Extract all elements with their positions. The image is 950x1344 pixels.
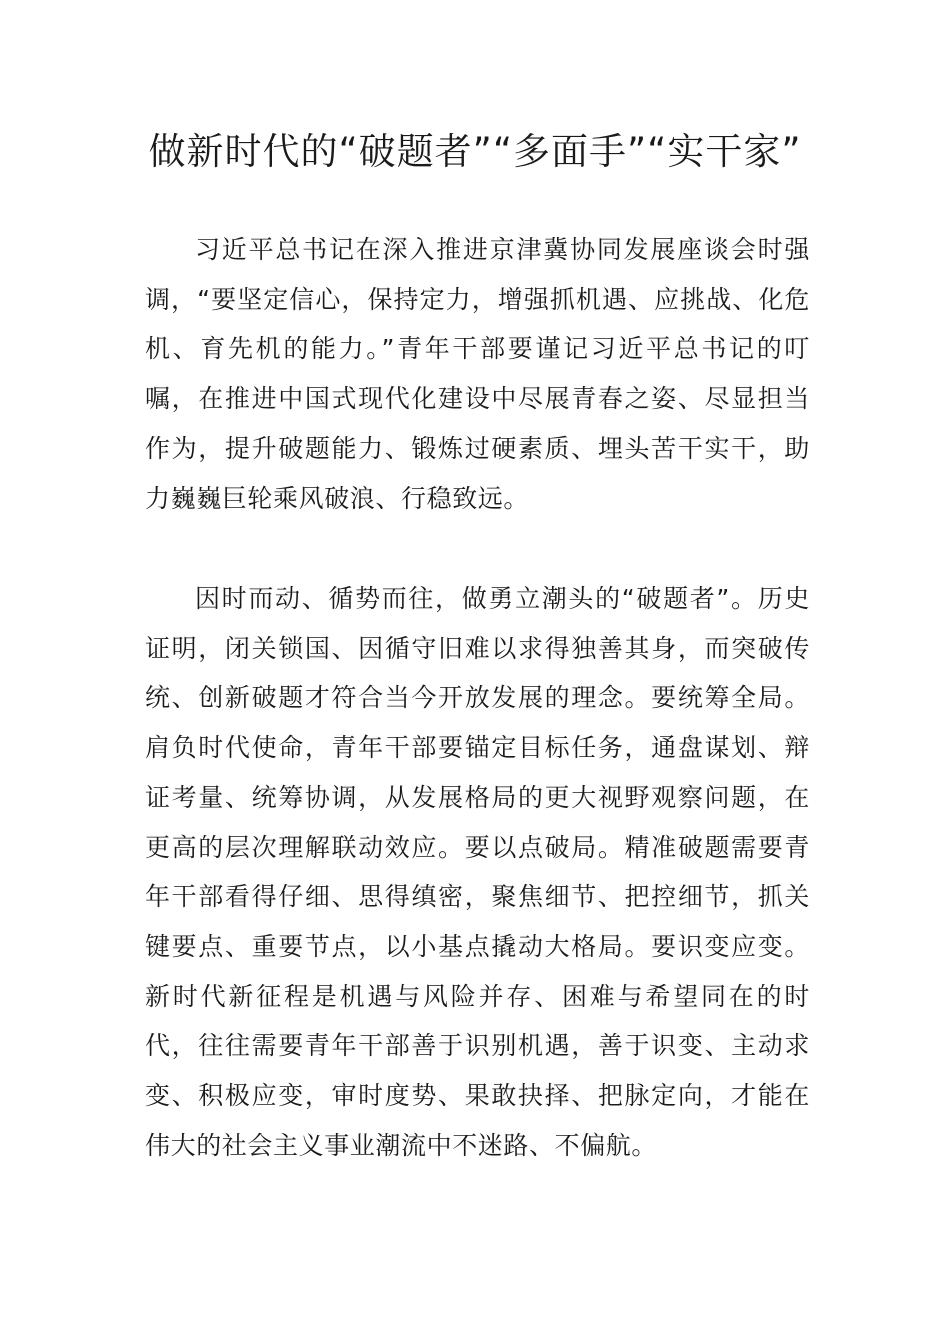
document-title: 做新时代的“破题者”“多面手”“实干家”	[148, 130, 802, 173]
paragraph-breakthrough: 因时而动、循势而往，做勇立潮头的“破题者”。历史证明，闭关锁国、因循守旧难以求得独善其身，而突破传统、创新破题才符合当今开放发展的理念。要统筹全局。肩负时代使命，青年干部要锚定目标任务，通盘谋划、辩证考量、统筹协调，从发展格局的更大视野观察问题，在更高的层次理解联动效应。要以点破局。精准破题需要青年干部看得仔细、思得缜密，聚焦细节、把控细节，抓关键要点、重要节点，以小基点撬动大格局。要识变应变。新时代新征程是机遇与风险并存、困难与希望同在的时代，往往需要青年干部善于识别机遇，善于识变、主动求变、积极应变，审时度势、果敢抉择、把脉定向，才能在伟大的社会主义事业潮流中不迷路、不偏航。	[145, 584, 810, 1160]
paragraph-intro: 习近平总书记在深入推进京津冀协同发展座谈会时强调，“要坚定信心，保持定力，增强抓机遇、应挑战、化危机、育先机的能力。”青年干部要谨记习近平总书记的叮嘱，在推进中国式现代化建设中尽展青春之姿、尽显担当作为，提升破题能力、锻炼过硬素质、埋头苦干实干，助力巍巍巨轮乘风破浪、行稳致远。	[145, 235, 810, 513]
